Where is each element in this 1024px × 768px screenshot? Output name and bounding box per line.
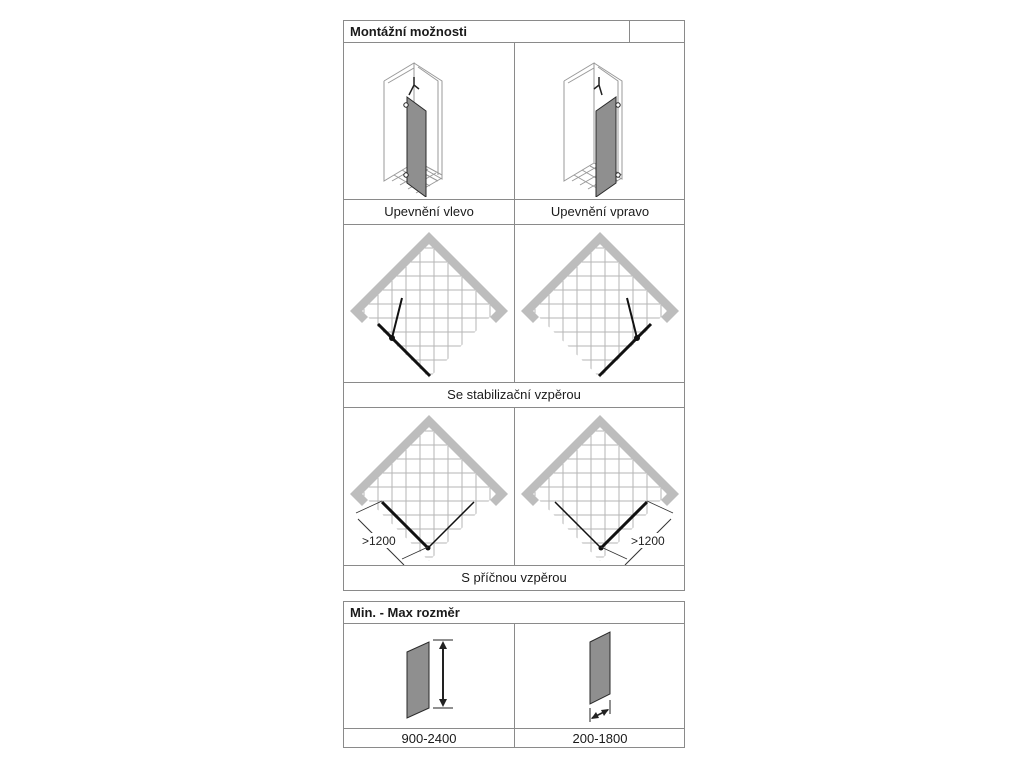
caption-right-mounting: Upevnění vpravo xyxy=(550,204,650,219)
crossbar-right-dimension: >1200 xyxy=(631,534,665,548)
stabilizer-right-plan-view xyxy=(515,226,685,382)
divider xyxy=(344,565,684,566)
caption-left-mounting: Upevnění vlevo xyxy=(384,204,474,219)
mounting-options-header xyxy=(344,21,684,43)
mounting-options-table xyxy=(343,20,685,591)
dimensions-title: Min. - Max rozměr xyxy=(350,605,460,620)
left-mounting-3d-illustration xyxy=(374,47,494,197)
divider xyxy=(344,382,684,383)
stabilizer-left-plan-view xyxy=(344,226,514,382)
height-range-value: 900-2400 xyxy=(401,731,457,746)
header-empty-cell xyxy=(629,21,684,42)
crossbar-right-plan-view xyxy=(515,409,685,565)
dimensions-header xyxy=(344,602,684,624)
caption-stabilizer: Se stabilizační vzpěrou xyxy=(447,387,581,402)
mounting-options-title: Montážní možnosti xyxy=(350,24,467,39)
divider xyxy=(514,42,515,225)
divider xyxy=(344,728,684,729)
width-range-value: 200-1800 xyxy=(572,731,628,746)
dimensions-table xyxy=(343,601,685,748)
height-range-illustration xyxy=(399,634,469,720)
width-range-illustration xyxy=(580,630,630,725)
divider xyxy=(344,199,684,200)
crossbar-left-plan-view xyxy=(344,409,514,565)
crossbar-left-dimension: >1200 xyxy=(362,534,396,548)
right-mounting-3d-illustration xyxy=(544,47,664,197)
caption-crossbar: S příčnou vzpěrou xyxy=(461,570,567,585)
